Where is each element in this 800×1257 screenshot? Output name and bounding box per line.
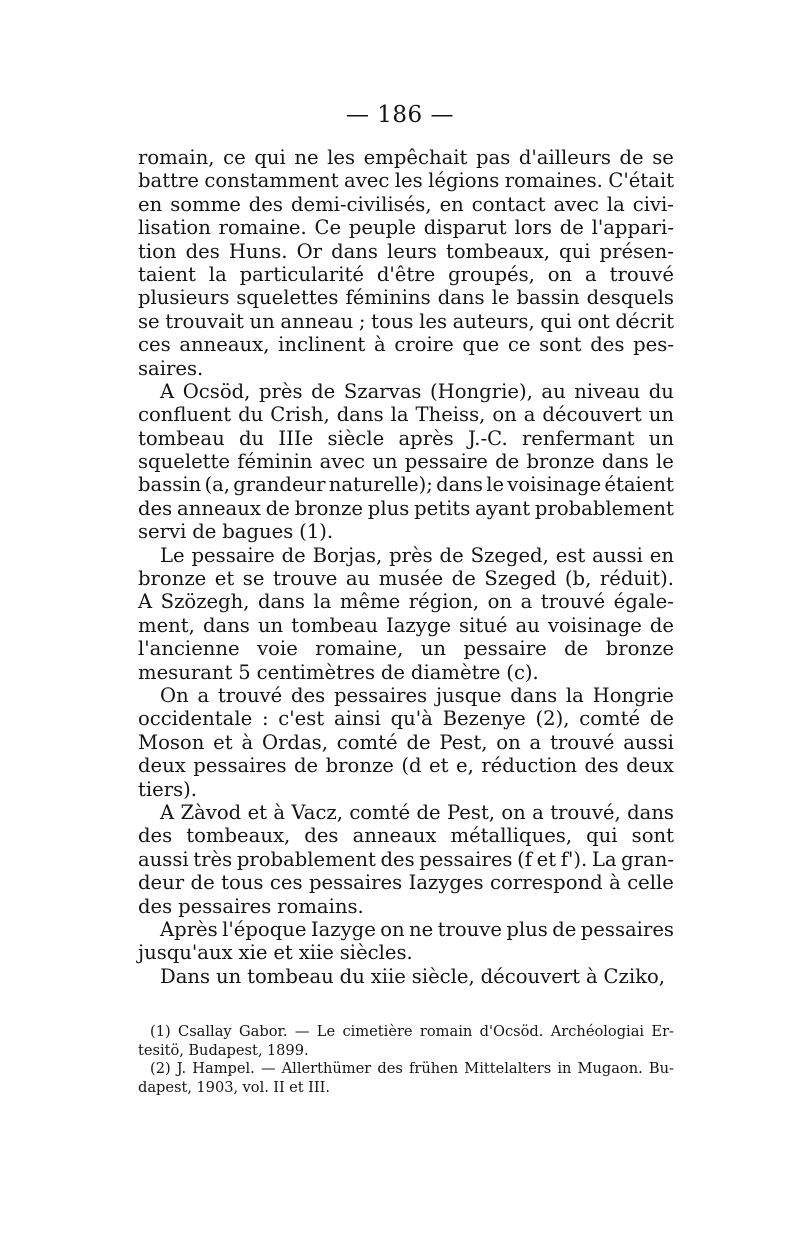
text-line: saires. — [138, 356, 204, 380]
text-line: tombeau du IIIe siècle après J.-C. renfermant un — [138, 426, 674, 450]
text-line: bassin (a, grandeur naturelle); dans le voisinage étaient — [138, 473, 674, 497]
text-line: l'ancienne voie romaine, un pessaire de bronze — [138, 637, 674, 661]
text-line: se trouvait un anneau ; tous les auteurs, qui ont décrit — [138, 309, 674, 333]
footnote-line: (2) J. Hampel. — Allerthümer des frühen Mittelalters in Mugaon. Bu- — [150, 1060, 674, 1078]
text-line: squelette féminin avec un pessaire de bronze dans le — [138, 450, 674, 474]
text-line: lisation romaine. Ce peuple disparut lors de l'appari- — [138, 216, 674, 240]
page-number: — 186 — — [345, 102, 455, 128]
text-line: taient la particularité d'être groupés, on a trouvé — [138, 262, 674, 286]
text-line: confluent du Crish, dans la Theiss, on a découvert un — [138, 403, 674, 427]
body-text — [138, 146, 674, 988]
text-line: occidentale : c'est ainsi qu'à Bezenye (2), comté de — [138, 707, 674, 731]
text-line: A Szözegh, dans la même région, on a trouvé égale- — [138, 590, 674, 614]
text-line: Le pessaire de Borjas, près de Szeged, est aussi en — [160, 543, 674, 567]
text-line: A Zàvod et à Vacz, comté de Pest, on a trouvé, dans — [160, 800, 674, 824]
text-line: ment, dans un tombeau Iazyge situé au voisinage de — [138, 613, 674, 637]
text-line: des anneaux de bronze plus petits ayant probablement — [138, 496, 674, 520]
text-line: On a trouvé des pessaires jusque dans la Hongrie — [160, 683, 674, 707]
text-line: mesurant 5 centimètres de diamètre (c). — [138, 660, 539, 684]
footnote-line: tesitö, Budapest, 1899. — [138, 1041, 309, 1059]
text-line: romain, ce qui ne les empêchait pas d'ailleurs de se — [138, 146, 674, 169]
text-line: Après l'époque Iazyge on ne trouve plus de pessaires — [160, 917, 674, 941]
text-line: Moson et à Ordas, comté de Pest, on a trouvé aussi — [138, 730, 674, 754]
text-line: deux pessaires de bronze (d et e, réduction des deux — [138, 754, 674, 778]
footnotes — [138, 1023, 674, 1097]
text-line: A Ocsöd, près de Szarvas (Hongrie), au niveau du — [160, 379, 674, 403]
text-line: ces anneaux, inclinent à croire que ce sont des pes- — [138, 333, 674, 357]
text-line: battre constamment avec les légions romaines. C'était — [138, 169, 674, 193]
text-line: deur de tous ces pessaires Iazyges correspond à celle — [138, 871, 674, 895]
text-line: des pessaires romains. — [138, 894, 364, 918]
text-line: des tombeaux, des anneaux métalliques, qui sont — [138, 824, 674, 848]
text-line: bronze et se trouve au musée de Szeged (b, réduit). — [138, 567, 674, 591]
footnote-line: dapest, 1903, vol. II et III. — [138, 1078, 330, 1096]
text-line: plusieurs squelettes féminins dans le bassin desquels — [138, 286, 674, 310]
footnote-line: (1) Csallay Gabor. — Le cimetière romain d'Ocsöd. Archéologiai Er- — [150, 1023, 674, 1040]
text-line: Dans un tombeau du xiie siècle, découvert à Cziko, — [160, 964, 665, 988]
text-line: tiers). — [138, 777, 198, 801]
text-line: jusqu'aux xie et xiie siècles. — [138, 941, 413, 965]
text-line: aussi très probablement des pessaires (f et f'). La gran- — [138, 847, 674, 871]
text-line: tion des Huns. Or dans leurs tombeaux, qui présen- — [138, 239, 674, 263]
text-line: en somme des demi-civilisés, en contact avec la civi- — [138, 192, 674, 216]
text-line: servi de bagues (1). — [138, 520, 334, 544]
